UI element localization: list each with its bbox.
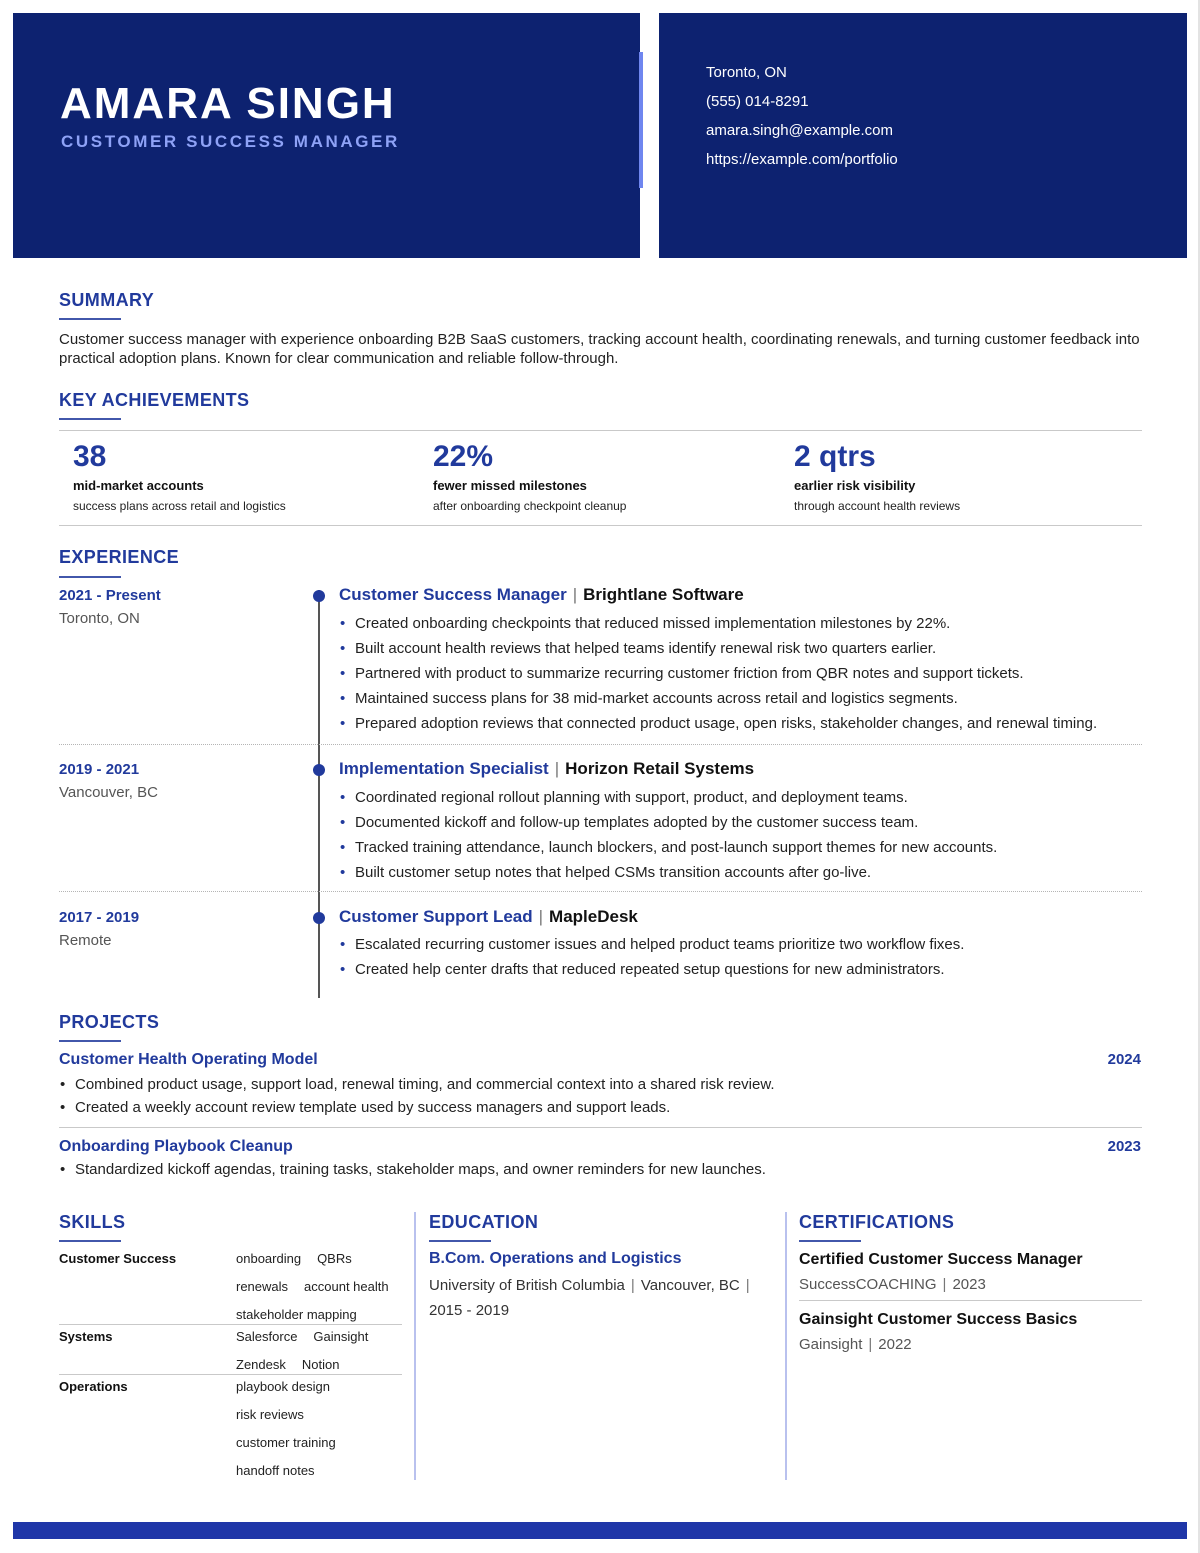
job-dates: 2021 - Present (59, 587, 161, 604)
skill-category: Customer Success (59, 1251, 177, 1266)
job-bullet: • Created onboarding checkpoints that reduced missed implementation milestones by 22%. (355, 614, 1097, 639)
job-title: Customer Support Lead (339, 907, 533, 926)
achievement-label: fewer missed milestones (433, 478, 587, 493)
education-location: Vancouver, BC (640, 1277, 740, 1294)
job-bullet: • Partnered with product to summarize recurring customer friction from QBR notes and support tickets. (355, 664, 1097, 689)
job-bullets (355, 935, 964, 985)
project-year: 2023 (1107, 1138, 1141, 1155)
skill-tag: Zendesk (236, 1357, 286, 1372)
summary-heading: SUMMARY (59, 290, 155, 310)
job-bullet: • Built customer setup notes that helped CSMs transition accounts after go-live. (355, 863, 997, 888)
job-company: Horizon Retail Systems (565, 759, 755, 778)
project-bullets (75, 1075, 775, 1121)
contact-website[interactable]: https://example.com/portfolio (706, 151, 898, 168)
contact-phone[interactable]: (555) 014-8291 (706, 93, 809, 110)
job-divider (59, 744, 1142, 745)
education-details (429, 1273, 759, 1323)
candidate-name: AMARA SINGH (60, 79, 396, 128)
achievement-value: 38 (73, 440, 107, 473)
education-years: 2015 - 2019 (429, 1302, 510, 1319)
job-location: Remote (59, 932, 112, 949)
job-location: Toronto, ON (59, 610, 140, 627)
achievement-value: 22% (433, 440, 494, 473)
achievement-detail: success plans across retail and logistics (73, 499, 286, 513)
header-accent-divider (639, 52, 643, 188)
certification-divider (799, 1300, 1142, 1301)
skill-tag: risk reviews (236, 1407, 304, 1422)
projects-heading: PROJECTS (59, 1012, 160, 1032)
achievement-card (73, 440, 286, 513)
certification-name: Gainsight Customer Success Basics (799, 1311, 1078, 1328)
job-title: Implementation Specialist (339, 759, 549, 778)
experience-heading-rule (59, 576, 121, 578)
certification-year: 2023 (952, 1276, 986, 1293)
job-bullet: • Built account health reviews that helped teams identify renewal risk two quarters earlier. (355, 639, 1097, 664)
project-name: Onboarding Playbook Cleanup (59, 1138, 293, 1155)
skill-tag: Salesforce (236, 1329, 298, 1344)
skill-divider (59, 1374, 402, 1375)
achievements-heading: KEY ACHIEVEMENTS (59, 390, 250, 410)
job-separator: | (554, 759, 560, 778)
skill-tags (236, 1379, 396, 1491)
job-heading (339, 907, 638, 927)
job-divider (59, 891, 1142, 892)
project-name: Customer Health Operating Model (59, 1051, 318, 1068)
job-dates: 2017 - 2019 (59, 909, 140, 926)
timeline-dot (313, 912, 325, 924)
achievement-card (794, 440, 960, 513)
skill-category: Systems (59, 1329, 113, 1344)
job-company: MapleDesk (549, 907, 638, 926)
certifications-heading-rule (799, 1240, 861, 1242)
job-bullet: • Maintained success plans for 38 mid-market accounts across retail and logistics segments. (355, 689, 1097, 714)
skill-tag: stakeholder mapping (236, 1307, 357, 1322)
achievement-card (433, 440, 626, 513)
skill-category: Operations (59, 1379, 128, 1394)
project-year: 2024 (1107, 1051, 1141, 1068)
job-location: Vancouver, BC (59, 784, 158, 801)
education-separator: | (745, 1277, 750, 1294)
skill-tag: Gainsight (313, 1329, 369, 1344)
certification-separator: | (942, 1276, 947, 1293)
achievements-bottom-rule (59, 525, 1142, 526)
summary-heading-rule (59, 318, 121, 320)
contact-list (706, 62, 898, 178)
achievement-label: earlier risk visibility (794, 478, 916, 493)
skill-tag: customer training (236, 1435, 336, 1450)
education-degree: B.Com. Operations and Logistics (429, 1250, 682, 1267)
job-bullet: • Created help center drafts that reduced repeated setup questions for new administrators. (355, 960, 964, 985)
column-divider (785, 1212, 787, 1480)
certifications-heading: CERTIFICATIONS (799, 1212, 955, 1232)
timeline-dot (313, 764, 325, 776)
skill-tag: onboarding (236, 1251, 302, 1266)
timeline-dot (313, 590, 325, 602)
skill-tag: account health (304, 1279, 389, 1294)
footer-accent-bar (13, 1522, 1187, 1539)
certification-issuer: SuccessCOACHING (799, 1276, 937, 1293)
skill-divider (59, 1324, 402, 1325)
job-bullet: • Escalated recurring customer issues and helped product teams prioritize two workflow fixes. (355, 935, 964, 960)
job-dates: 2019 - 2021 (59, 761, 140, 778)
job-bullet: • Prepared adoption reviews that connected product usage, open risks, stakeholder changes, and renewal timing. (355, 714, 1097, 739)
job-separator: | (572, 585, 578, 604)
projects-heading-rule (59, 1040, 121, 1042)
candidate-role: CUSTOMER SUCCESS MANAGER (61, 132, 400, 151)
contact-email[interactable]: amara.singh@example.com (706, 122, 893, 139)
skill-tags (236, 1329, 406, 1385)
achievement-detail: through account health reviews (794, 499, 961, 513)
skill-tag: playbook design (236, 1379, 330, 1394)
skill-tag: renewals (236, 1279, 289, 1294)
job-separator: | (538, 907, 544, 926)
education-separator: | (630, 1277, 635, 1294)
certification-meta (799, 1276, 986, 1293)
education-heading: EDUCATION (429, 1212, 539, 1232)
project-divider (59, 1127, 1142, 1128)
project-bullets (75, 1160, 766, 1183)
skill-tags (236, 1251, 406, 1335)
education-heading-rule (429, 1240, 491, 1242)
job-bullet: • Coordinated regional rollout planning with support, product, and deployment teams. (355, 788, 997, 813)
certification-year: 2022 (878, 1336, 912, 1353)
job-heading (339, 585, 744, 605)
job-company: Brightlane Software (583, 585, 744, 604)
job-heading (339, 759, 754, 779)
skill-tag: handoff notes (236, 1463, 315, 1478)
education-school: University of British Columbia (429, 1277, 625, 1294)
experience-timeline (318, 590, 320, 998)
certification-issuer: Gainsight (799, 1336, 863, 1353)
job-bullet: • Tracked training attendance, launch blockers, and post-launch support themes for new accounts. (355, 838, 997, 863)
skill-tag: Notion (301, 1357, 340, 1372)
achievement-detail: after onboarding checkpoint cleanup (433, 499, 627, 513)
certification-separator: | (868, 1336, 873, 1353)
achievements-heading-rule (59, 418, 121, 420)
certification-meta (799, 1336, 912, 1353)
project-bullet: • Created a weekly account review template used by success managers and support leads. (75, 1098, 775, 1121)
column-divider (414, 1212, 416, 1480)
project-bullet: • Combined product usage, support load, renewal timing, and commercial context into a shared risk review. (75, 1075, 775, 1098)
achievement-label: mid-market accounts (73, 478, 204, 493)
skills-heading-rule (59, 1240, 121, 1242)
project-bullet: • Standardized kickoff agendas, training tasks, stakeholder maps, and owner reminders for new launches. (75, 1160, 766, 1183)
summary-text: Customer success manager with experience onboarding B2B SaaS customers, tracking account health, coordinating renewals, and turning customer feedback into practical adoption plans. Known for clear communication and reliable follow-through. (59, 331, 1140, 367)
skills-heading: SKILLS (59, 1212, 126, 1232)
skill-tag: QBRs (317, 1251, 352, 1266)
achievement-value: 2 qtrs (794, 440, 876, 473)
achievements-top-rule (59, 430, 1142, 431)
job-bullets (355, 614, 1097, 739)
job-bullets (355, 788, 997, 888)
job-bullet: • Documented kickoff and follow-up templates adopted by the customer success team. (355, 813, 997, 838)
contact-location: Toronto, ON (706, 64, 787, 81)
certification-name: Certified Customer Success Manager (799, 1251, 1083, 1268)
experience-heading: EXPERIENCE (59, 547, 180, 567)
job-title: Customer Success Manager (339, 585, 567, 604)
